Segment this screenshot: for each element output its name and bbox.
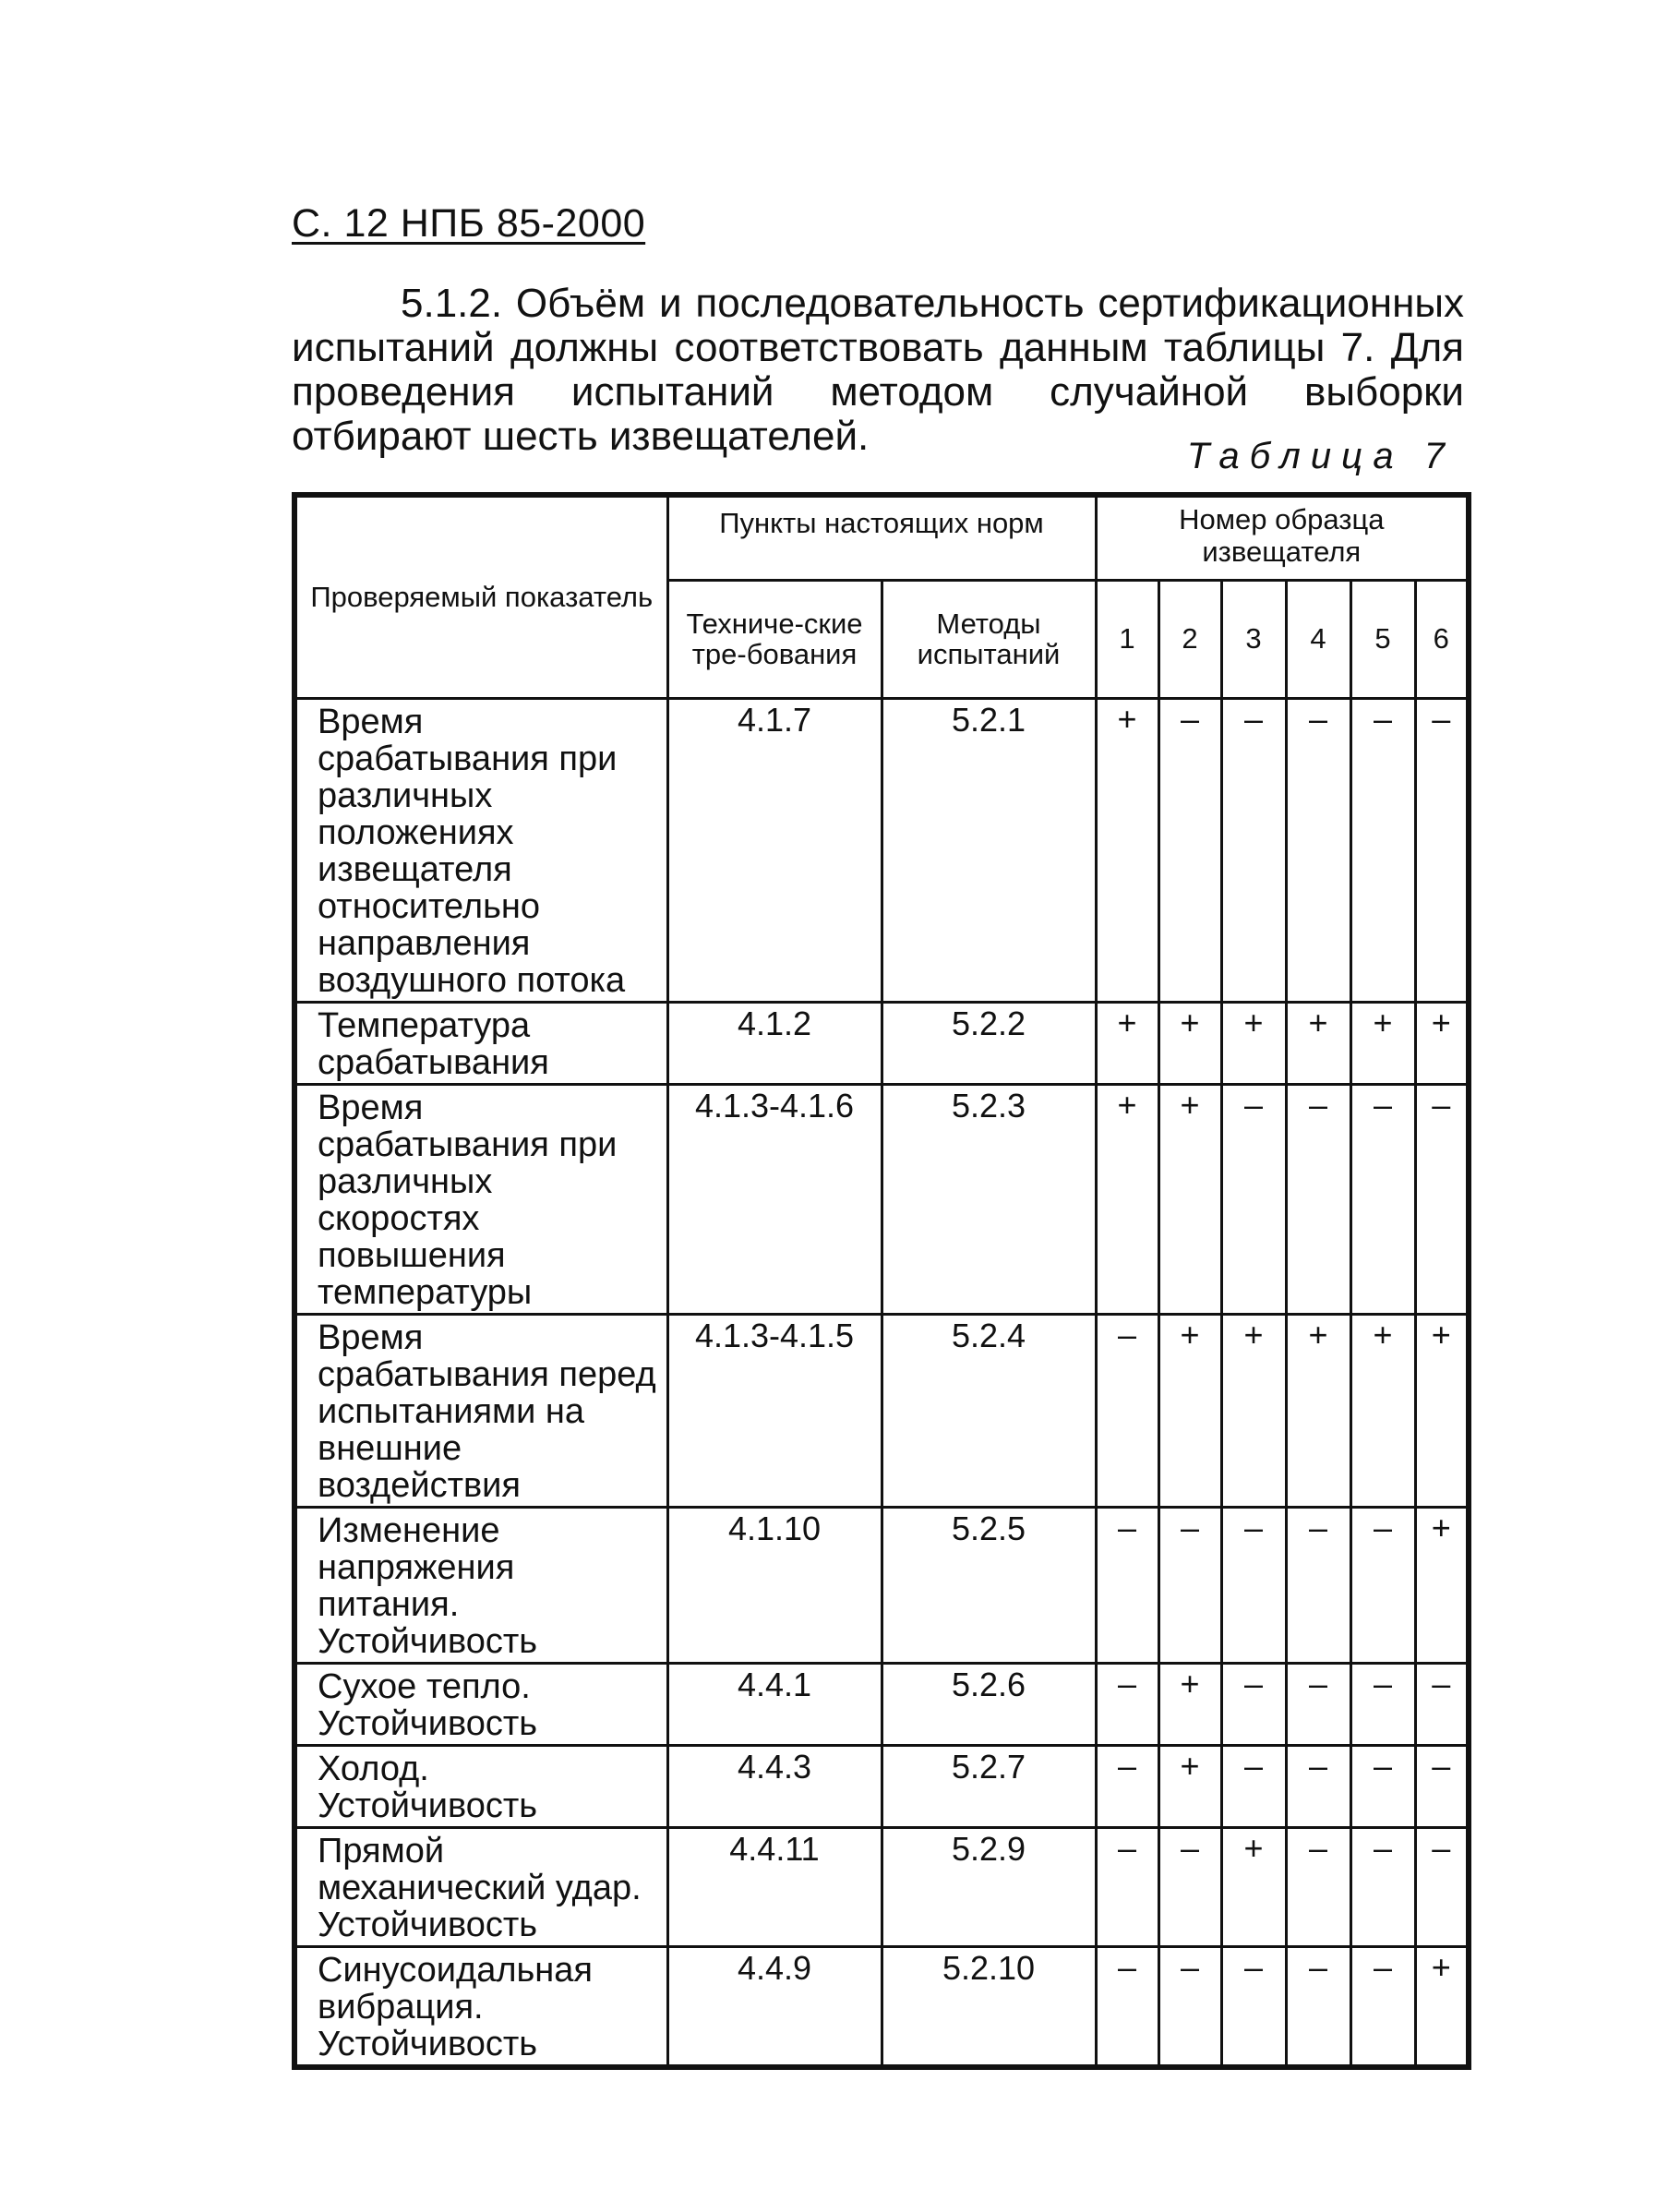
header-test-methods: Методы испытаний <box>882 580 1096 698</box>
row-sample-mark: – <box>1158 1946 1221 2067</box>
row-sample-mark: + <box>1158 1084 1221 1314</box>
row-sample-mark: – <box>1096 1827 1158 1946</box>
row-indicator: Сухое тепло. Устойчивость <box>294 1663 667 1745</box>
table-row <box>294 1946 1469 2067</box>
row-method-clause: 5.2.5 <box>882 1507 1096 1663</box>
row-sample-mark: – <box>1286 1663 1350 1745</box>
row-indicator: Изменение напряжения питания. Устойчивость <box>294 1507 667 1663</box>
row-tech-clause: 4.4.11 <box>667 1827 882 1946</box>
table-row <box>294 1084 1469 1314</box>
header-sample-number: 5 <box>1350 580 1415 698</box>
row-sample-mark: – <box>1415 1745 1469 1827</box>
table-body <box>294 698 1469 2067</box>
row-sample-mark: – <box>1350 698 1415 1002</box>
row-tech-clause: 4.1.2 <box>667 1002 882 1084</box>
row-sample-mark: – <box>1221 1745 1286 1827</box>
row-method-clause: 5.2.9 <box>882 1827 1096 1946</box>
row-sample-mark: + <box>1221 1314 1286 1507</box>
row-sample-mark: – <box>1350 1745 1415 1827</box>
row-sample-mark: + <box>1286 1314 1350 1507</box>
row-sample-mark: + <box>1415 1314 1469 1507</box>
row-indicator: Температура срабатывания <box>294 1002 667 1084</box>
row-sample-mark: + <box>1158 1663 1221 1745</box>
row-sample-mark: + <box>1415 1002 1469 1084</box>
row-sample-mark: – <box>1158 698 1221 1002</box>
table-row <box>294 1663 1469 1745</box>
row-sample-mark: – <box>1221 1084 1286 1314</box>
header-indicator: Проверяемый показатель <box>294 495 667 698</box>
row-sample-mark: + <box>1096 1002 1158 1084</box>
intro-text: 5.1.2. Объём и последовательность сертификационных испытаний должны соответствовать данным таблицы 7. Для проведения испытаний методом случайной выборки отбирают шесть извещателей. <box>292 281 1464 459</box>
table-caption: Таблица 7 <box>1186 436 1455 476</box>
header-row-1 <box>294 495 1469 580</box>
row-sample-mark: – <box>1415 1663 1469 1745</box>
row-sample-mark: – <box>1286 698 1350 1002</box>
row-indicator: Время срабатывания перед испытаниями на внешние воздействия <box>294 1314 667 1507</box>
header-clauses-group: Пункты настоящих норм <box>667 495 1096 580</box>
row-tech-clause: 4.4.9 <box>667 1946 882 2067</box>
row-method-clause: 5.2.3 <box>882 1084 1096 1314</box>
row-sample-mark: – <box>1350 1946 1415 2067</box>
row-sample-mark: – <box>1286 1507 1350 1663</box>
row-sample-mark: + <box>1415 1946 1469 2067</box>
table-header <box>294 495 1469 698</box>
row-sample-mark: – <box>1096 1507 1158 1663</box>
header-sample-group: Номер образца извещателя <box>1096 495 1469 580</box>
table-row <box>294 1507 1469 1663</box>
header-tech-requirements: Техниче-ские тре-бования <box>667 580 882 698</box>
row-sample-mark: – <box>1350 1663 1415 1745</box>
row-method-clause: 5.2.4 <box>882 1314 1096 1507</box>
row-sample-mark: + <box>1350 1314 1415 1507</box>
row-sample-mark: – <box>1096 1745 1158 1827</box>
row-method-clause: 5.2.1 <box>882 698 1096 1002</box>
header-sample-number: 3 <box>1221 580 1286 698</box>
row-sample-mark: – <box>1350 1084 1415 1314</box>
row-sample-mark: + <box>1350 1002 1415 1084</box>
page-header: С. 12 НПБ 85-2000 <box>292 201 646 246</box>
row-sample-mark: + <box>1158 1002 1221 1084</box>
header-sample-number: 2 <box>1158 580 1221 698</box>
header-sample-number: 4 <box>1286 580 1350 698</box>
intro-paragraph <box>292 282 1464 459</box>
row-method-clause: 5.2.2 <box>882 1002 1096 1084</box>
row-sample-mark: – <box>1286 1946 1350 2067</box>
row-sample-mark: + <box>1096 698 1158 1002</box>
header-sample-number: 6 <box>1415 580 1469 698</box>
row-sample-mark: + <box>1286 1002 1350 1084</box>
row-sample-mark: – <box>1286 1827 1350 1946</box>
row-sample-mark: + <box>1158 1314 1221 1507</box>
row-tech-clause: 4.1.10 <box>667 1507 882 1663</box>
row-sample-mark: – <box>1415 698 1469 1002</box>
row-sample-mark: – <box>1096 1946 1158 2067</box>
row-sample-mark: + <box>1096 1084 1158 1314</box>
row-tech-clause: 4.1.7 <box>667 698 882 1002</box>
certification-tests-table <box>292 492 1471 2070</box>
row-sample-mark: – <box>1221 1507 1286 1663</box>
row-sample-mark: + <box>1221 1002 1286 1084</box>
table-row <box>294 1745 1469 1827</box>
table-row <box>294 1002 1469 1084</box>
row-indicator: Время срабатывания при различных скоростях повышения температуры <box>294 1084 667 1314</box>
header-sample-number: 1 <box>1096 580 1158 698</box>
row-indicator: Синусоидальная вибрация. Устойчивость <box>294 1946 667 2067</box>
row-sample-mark: – <box>1286 1084 1350 1314</box>
row-tech-clause: 4.4.1 <box>667 1663 882 1745</box>
row-method-clause: 5.2.10 <box>882 1946 1096 2067</box>
row-sample-mark: – <box>1415 1084 1469 1314</box>
table-row <box>294 698 1469 1002</box>
row-tech-clause: 4.4.3 <box>667 1745 882 1827</box>
row-sample-mark: – <box>1158 1507 1221 1663</box>
row-indicator: Холод. Устойчивость <box>294 1745 667 1827</box>
row-sample-mark: + <box>1221 1827 1286 1946</box>
row-method-clause: 5.2.7 <box>882 1745 1096 1827</box>
row-sample-mark: – <box>1350 1827 1415 1946</box>
row-sample-mark: + <box>1415 1507 1469 1663</box>
row-indicator: Время срабатывания при различных положениях извещателя относительно направления воздушного потока <box>294 698 667 1002</box>
row-sample-mark: – <box>1221 698 1286 1002</box>
row-sample-mark: + <box>1158 1745 1221 1827</box>
row-sample-mark: – <box>1096 1314 1158 1507</box>
table-row <box>294 1314 1469 1507</box>
row-tech-clause: 4.1.3-4.1.6 <box>667 1084 882 1314</box>
row-sample-mark: – <box>1096 1663 1158 1745</box>
row-sample-mark: – <box>1415 1827 1469 1946</box>
row-sample-mark: – <box>1350 1507 1415 1663</box>
row-tech-clause: 4.1.3-4.1.5 <box>667 1314 882 1507</box>
table-row <box>294 1827 1469 1946</box>
row-sample-mark: – <box>1221 1663 1286 1745</box>
row-sample-mark: – <box>1158 1827 1221 1946</box>
row-method-clause: 5.2.6 <box>882 1663 1096 1745</box>
row-sample-mark: – <box>1221 1946 1286 2067</box>
row-sample-mark: – <box>1286 1745 1350 1827</box>
row-indicator: Прямой механический удар. Устойчивость <box>294 1827 667 1946</box>
